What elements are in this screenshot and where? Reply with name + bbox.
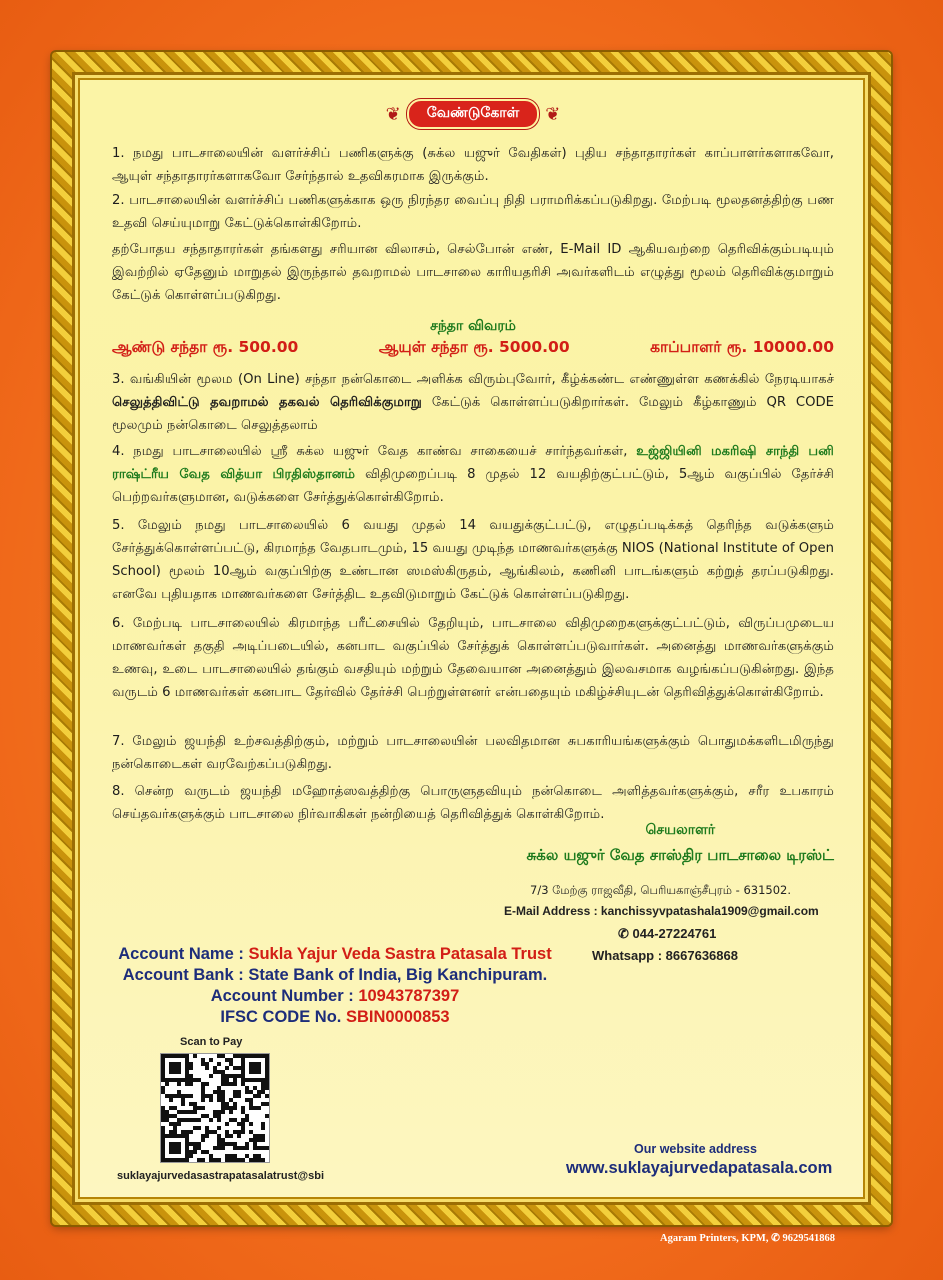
website-label: Our website address bbox=[634, 1142, 757, 1156]
paragraph-3-end: கேட்டுக் கொள்ளப்படுகிறார்கள். மேலும் கீழ்காணும் QR CODE மூலமும் நன்கொடை செலுத்தலாம் bbox=[112, 395, 834, 433]
fee-patron: காப்பாளர் ரூ. 10000.00 bbox=[650, 338, 834, 356]
ornament-right-icon: ❦ bbox=[545, 103, 561, 125]
scan-to-pay-label: Scan to Pay bbox=[180, 1036, 243, 1048]
website-url[interactable]: www.suklayajurvedapatasala.com bbox=[566, 1159, 833, 1177]
account-name-line bbox=[100, 944, 570, 965]
paragraph-1: 1. நமது பாடசாலையின் வளர்ச்சிப் பணிகளுக்கு (சுக்ல யஜுர் வேதிகள்) புதிய சந்தாதாரர்கள் காப்பாளர்களாகவோ, ஆயுள் சந்தாதாரர்களாகவோ சேர்ந்தால் உதவிகரமாக இருக்கும். bbox=[112, 146, 834, 184]
upi-id: suklayajurvedasastrapatasalatrust@sbi bbox=[117, 1170, 324, 1182]
account-number-line bbox=[100, 986, 570, 1007]
paragraph-4 bbox=[112, 440, 834, 509]
paragraph-7: 7. மேலும் ஜயந்தி உற்சவத்திற்கும், மற்றும் பாடசாலையின் பலவிதமான சுபகாரியங்களுக்கும் பொதுமக்களிடமிருந்து நன்கொடைகள் வரவேற்கப்படுகிறது. bbox=[112, 734, 834, 772]
page-title: வேண்டுகோள் bbox=[407, 99, 540, 129]
paragraph-6: 6. மேற்படி பாடசாலையில் கிரமாந்த பரீட்சையில் தேறியும், பாடசாலை விதிமுறைகளுக்குட்பட்டும், விருப்பமுடைய மாணவர்கள் தகுதி அடிப்படையில், கனபாட வகுப்பில் சேர்த்துக் கொள்ளப்படுவார்கள். அனைத்து மாணவர்களுக்கும் உணவு, உடை பாடசாலையில் தங்கும் வசதியும் மற்றும் தேவையான அனைத்தும் இலவசமாக வழங்கப்படுகின்றது. இந்த வருடம் 6 மாணவர்கள் கனபாட தேர்வில் தேர்ச்சி பெற்றுள்ளனர் என்பதையும் மகிழ்ச்சியுடன் தெரிவித்துக்கொள்கிறோம். bbox=[112, 616, 834, 700]
secretary-title: செயலாளர் bbox=[645, 822, 716, 838]
fee-annual: ஆண்டு சந்தா ரூ. 500.00 bbox=[112, 338, 299, 356]
account-number-label: Account Number : bbox=[210, 987, 359, 1005]
trust-name: சுக்ல யஜுர் வேத சாஸ்திர பாடசாலை டிரஸ்ட் bbox=[526, 846, 834, 864]
qr-code-icon bbox=[161, 1054, 269, 1162]
account-number-value: 10943787397 bbox=[358, 987, 460, 1005]
paragraph-4-start: 4. நமது பாடசாலையில் ஸ்ரீ சுக்ல யஜுர் வேத காண்வ சாகையைச் சார்ந்தவர்கள், bbox=[112, 444, 628, 459]
paragraph-2: 2. பாடசாலையின் வளர்ச்சிப் பணிகளுக்காக ஒரு நிரந்தர வைப்பு நிதி பராமரிக்கப்படுகிறது. மேற்படி மூலதனத்திற்கு பண உதவி செய்யுமாறு கேட்டுக்கொள்கிறோம். bbox=[112, 193, 834, 231]
fee-heading: சந்தா விவரம் bbox=[430, 318, 516, 334]
paragraph-8: 8. சென்ற வருடம் ஜயந்தி மஹோத்ஸவத்திற்கு பொருளுதவியும் நன்கொடை அளித்தவர்களுக்கும், சரீர உபகாரம் செய்தவர்களுக்கும் பாடசாலை நிர்வாகிகள் நன்றியைத் தெரிவித்துக் கொள்கிறோம். bbox=[112, 784, 834, 822]
account-name-label: Account Name : bbox=[118, 945, 249, 963]
phone-number bbox=[618, 926, 716, 942]
fee-lifetime: ஆயுள் சந்தா ரூ. 5000.00 bbox=[378, 338, 570, 356]
secretary-block bbox=[527, 822, 834, 866]
paragraph-3-start: 3. வங்கியின் மூலம (On Line) சந்தா நன்கொடை அளிக்க விரும்புவோர், கீழ்க்கண்ட எண்ணுள்ள கணக்கில் நேரடியாகச் bbox=[112, 372, 834, 387]
paragraph-3 bbox=[112, 368, 834, 437]
qr-code[interactable] bbox=[160, 1053, 270, 1163]
paragraph-2b: தற்போதய சந்தாதாரர்கள் தங்களது சரியான விலாசம், செல்போன் எண், E-Mail ID ஆகியவற்றை தெரிவிக்கும்படியும் இவற்றில் ஏதேனும் மாறுதல் இருந்தால் தவறாமல் பாடசாலை காரியதரிசி அவர்களிடம் எழுத்து மூலம் தெரிவிக்குமாறும் கேட்டுக் கொள்ளப்படுகிறது. bbox=[112, 242, 834, 303]
email-address: E-Mail Address : kanchissyvpatashala1909@gmail.com bbox=[504, 904, 819, 918]
ornament-left-icon: ❦ bbox=[385, 103, 401, 125]
phone-value: 044-27224761 bbox=[632, 926, 717, 941]
fee-list bbox=[112, 338, 834, 358]
account-details bbox=[100, 944, 570, 1028]
paragraph-3-emphasis: செலுத்திவிட்டு தவறாமல் தகவல் தெரிவிக்குமாறு bbox=[112, 395, 422, 410]
title-banner bbox=[112, 100, 834, 128]
whatsapp-number: Whatsapp : 8667636868 bbox=[592, 948, 738, 963]
address: 7/3 மேற்கு ராஜவீதி, பெரியகாஞ்சீபுரம் - 631502. bbox=[530, 883, 791, 897]
paragraph-5: 5. மேலும் நமது பாடசாலையில் 6 வயது முதல் 14 வயதுக்குட்பட்டு, எழுதப்படிக்கத் தெரிந்த வடுக்களும் சேர்த்துக்கொள்ளப்பட்டு, கிரமாந்த வேதபாடமும், 15 வயது முடிந்த மாணவர்களுக்கு NIOS (National Institute of Open School) மூலம் 10ஆம் வகுப்பிற்கு உண்டான ஸமஸ்கிருதம், ஆங்கிலம், கணினி பாடங்களும் கற்றுத் தரப்படுகிறது. எனவே புதியதாக மாணவர்களை சேர்த்திட உதவிடுமாறும் கேட்டுக் கொள்ளப்படுகிறது. bbox=[112, 518, 834, 602]
paragraph-4-end: விதிமுறைப்படி 8 முதல் 12 வயதிற்குட்பட்டும், 5ஆம் வகுப்பில் தேர்ச்சி பெற்றவர்களுமான, வடுக்களை சேர்த்துக்கொள்கிறோம். bbox=[112, 467, 834, 505]
account-name-value: Sukla Yajur Veda Sastra Patasala Trust bbox=[248, 945, 552, 963]
ifsc-line bbox=[100, 1007, 570, 1028]
phone-icon: ✆ bbox=[618, 926, 633, 941]
paragraph-4-institution: உஜ்ஜியினி மகரிஷி சாந்தி பனி ராஷ்ட்ரீய வேத வித்யா பிரதிஸ்தானம் bbox=[112, 444, 834, 482]
printer-credit: Agaram Printers, KPM, ✆ 9629541868 bbox=[660, 1233, 836, 1244]
account-bank-line: Account Bank : State Bank of India, Big Kanchipuram. bbox=[122, 966, 548, 984]
ifsc-value: SBIN0000853 bbox=[345, 1008, 450, 1026]
ifsc-label: IFSC CODE No. bbox=[220, 1008, 346, 1026]
